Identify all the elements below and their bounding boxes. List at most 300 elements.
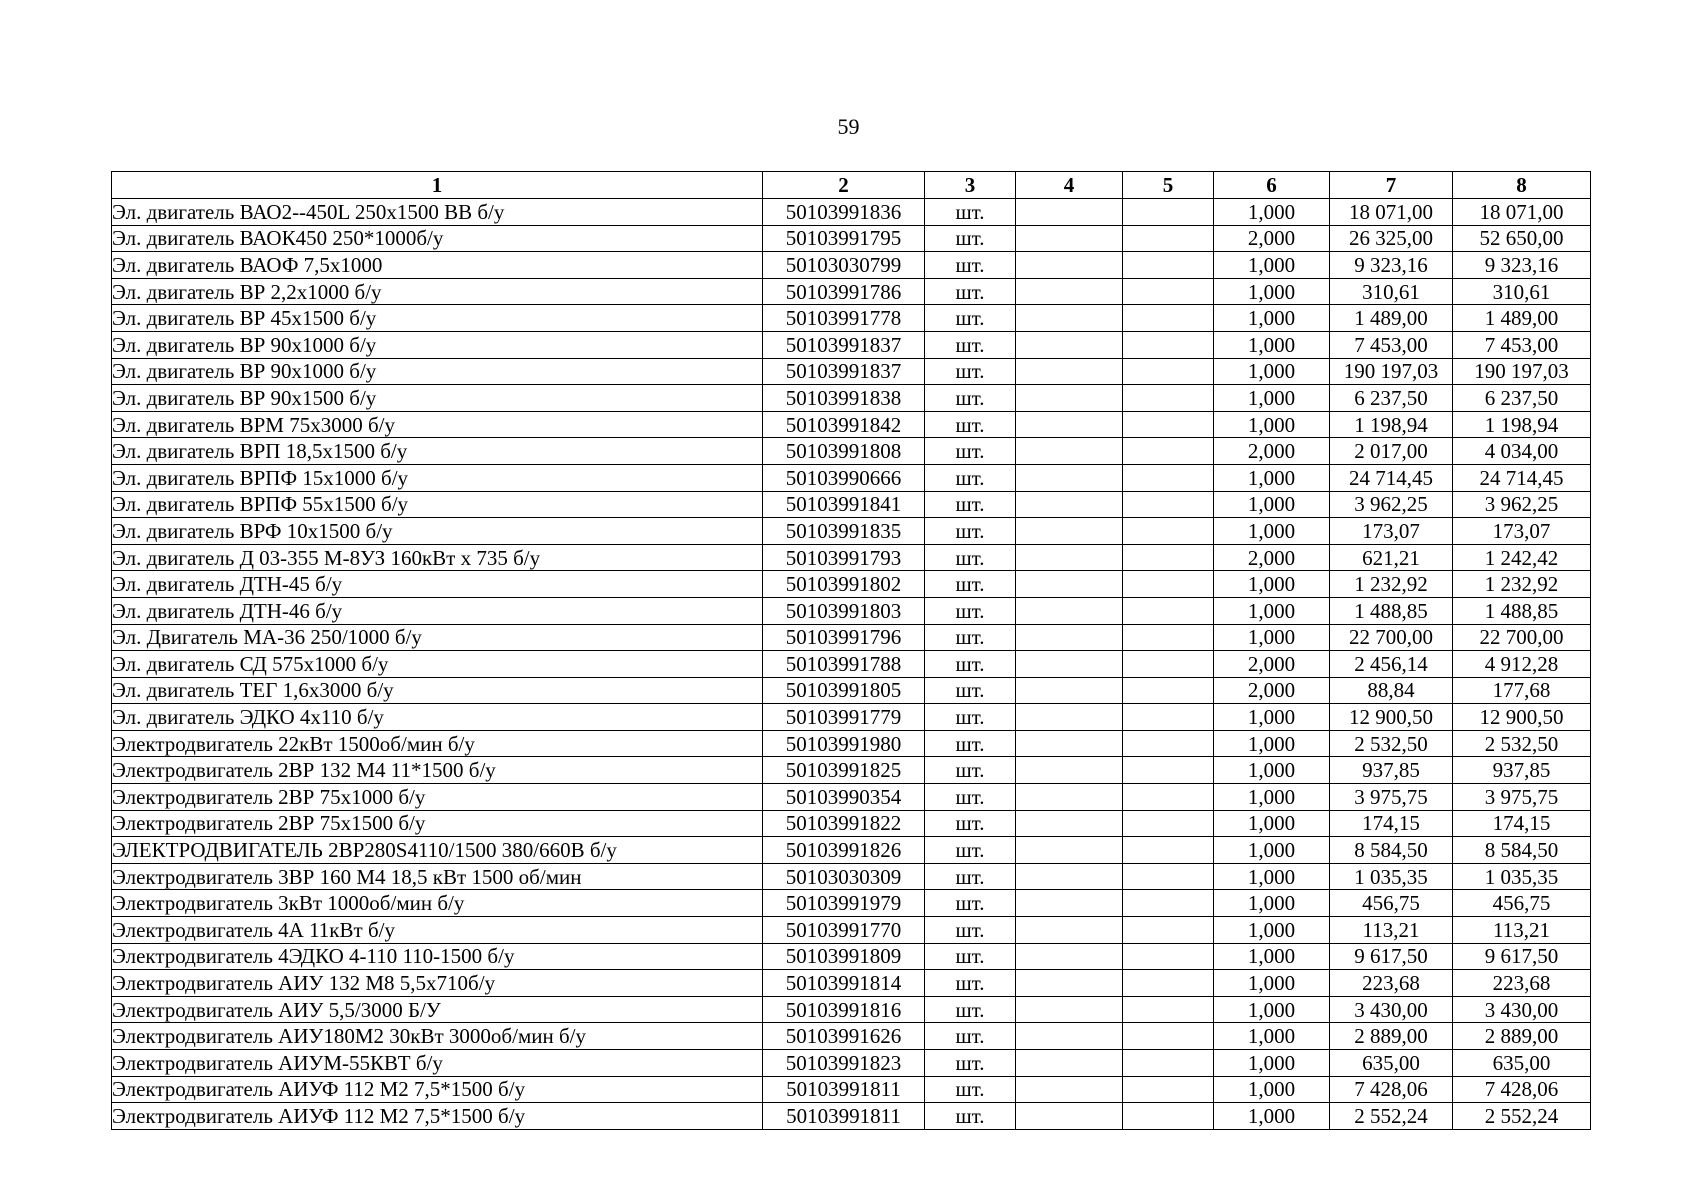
item-price: 635,00 xyxy=(1330,1050,1453,1077)
item-price: 22 700,00 xyxy=(1330,624,1453,651)
item-col5 xyxy=(1123,1023,1214,1050)
item-name: Эл. Двигатель МА-36 250/1000 б/у xyxy=(112,624,763,651)
table-row xyxy=(112,518,1591,545)
item-unit: шт. xyxy=(925,1103,1016,1130)
item-code: 50103991811 xyxy=(763,1076,925,1103)
item-col4 xyxy=(1016,571,1123,598)
item-quantity: 1,000 xyxy=(1214,730,1330,757)
item-col4 xyxy=(1016,784,1123,811)
item-col5 xyxy=(1123,331,1214,358)
item-quantity: 1,000 xyxy=(1214,411,1330,438)
item-price: 190 197,03 xyxy=(1330,358,1453,385)
item-col4 xyxy=(1016,651,1123,678)
item-unit: шт. xyxy=(925,677,1016,704)
item-sum: 7 428,06 xyxy=(1453,1076,1591,1103)
table-row xyxy=(112,331,1591,358)
table-row xyxy=(112,943,1591,970)
item-quantity: 1,000 xyxy=(1214,863,1330,890)
table-row xyxy=(112,225,1591,252)
item-quantity: 1,000 xyxy=(1214,970,1330,997)
item-sum: 174,15 xyxy=(1453,810,1591,837)
item-col4 xyxy=(1016,358,1123,385)
item-unit: шт. xyxy=(925,438,1016,465)
item-name: Эл. двигатель ВАОФ 7,5х1000 xyxy=(112,252,763,279)
item-name: Электродвигатель 4ЭДКО 4-110 110-1500 б/у xyxy=(112,943,763,970)
item-col5 xyxy=(1123,411,1214,438)
table-row xyxy=(112,837,1591,864)
column-header-1: 1 xyxy=(112,172,763,199)
table-row xyxy=(112,730,1591,757)
item-unit: шт. xyxy=(925,411,1016,438)
item-col4 xyxy=(1016,305,1123,332)
item-col5 xyxy=(1123,225,1214,252)
item-unit: шт. xyxy=(925,943,1016,970)
item-col4 xyxy=(1016,252,1123,279)
item-code: 50103991826 xyxy=(763,837,925,864)
item-quantity: 1,000 xyxy=(1214,810,1330,837)
item-name: Электродвигатель 22кВт 1500об/мин б/у xyxy=(112,730,763,757)
item-name: Электродвигатель АИУ 132 М8 5,5х710б/у xyxy=(112,970,763,997)
item-col4 xyxy=(1016,597,1123,624)
table-row xyxy=(112,438,1591,465)
item-sum: 1 198,94 xyxy=(1453,411,1591,438)
item-price: 3 975,75 xyxy=(1330,784,1453,811)
item-name: Эл. двигатель СД 575х1000 б/у xyxy=(112,651,763,678)
table-row xyxy=(112,358,1591,385)
item-code: 50103991770 xyxy=(763,917,925,944)
item-name: Эл. двигатель ВРФ 10х1500 б/у xyxy=(112,518,763,545)
item-unit: шт. xyxy=(925,624,1016,651)
item-price: 2 017,00 xyxy=(1330,438,1453,465)
item-col4 xyxy=(1016,810,1123,837)
item-code: 50103991808 xyxy=(763,438,925,465)
item-name: Электродвигатель 3кВт 1000об/мин б/у xyxy=(112,890,763,917)
item-col5 xyxy=(1123,970,1214,997)
item-code: 50103991822 xyxy=(763,810,925,837)
item-price: 6 237,50 xyxy=(1330,385,1453,412)
item-unit: шт. xyxy=(925,464,1016,491)
item-sum: 2 889,00 xyxy=(1453,1023,1591,1050)
item-col4 xyxy=(1016,411,1123,438)
item-col5 xyxy=(1123,943,1214,970)
item-price: 2 532,50 xyxy=(1330,730,1453,757)
item-unit: шт. xyxy=(925,996,1016,1023)
item-price: 2 552,24 xyxy=(1330,1103,1453,1130)
item-sum: 4 912,28 xyxy=(1453,651,1591,678)
table-row xyxy=(112,1076,1591,1103)
item-col5 xyxy=(1123,890,1214,917)
table-row xyxy=(112,970,1591,997)
table-row xyxy=(112,677,1591,704)
item-sum: 1 242,42 xyxy=(1453,544,1591,571)
item-name: Электродвигатель 4А 11кВт б/у xyxy=(112,917,763,944)
table-row xyxy=(112,1103,1591,1130)
item-code: 50103991825 xyxy=(763,757,925,784)
column-header-8: 8 xyxy=(1453,172,1591,199)
item-quantity: 1,000 xyxy=(1214,358,1330,385)
item-col5 xyxy=(1123,810,1214,837)
item-sum: 9 323,16 xyxy=(1453,252,1591,279)
item-col5 xyxy=(1123,358,1214,385)
item-price: 3 430,00 xyxy=(1330,996,1453,1023)
item-col5 xyxy=(1123,438,1214,465)
item-quantity: 1,000 xyxy=(1214,784,1330,811)
item-sum: 6 237,50 xyxy=(1453,385,1591,412)
item-quantity: 1,000 xyxy=(1214,943,1330,970)
item-col4 xyxy=(1016,1076,1123,1103)
table-row xyxy=(112,863,1591,890)
table-row xyxy=(112,624,1591,651)
item-name: Электродвигатель АИУФ 112 М2 7,5*1500 б/у xyxy=(112,1076,763,1103)
table-row xyxy=(112,757,1591,784)
table-row xyxy=(112,597,1591,624)
item-code: 50103991836 xyxy=(763,199,925,226)
item-col4 xyxy=(1016,199,1123,226)
item-code: 50103991795 xyxy=(763,225,925,252)
item-unit: шт. xyxy=(925,225,1016,252)
item-name: Эл. двигатель ВР 90х1000 б/у xyxy=(112,358,763,385)
item-unit: шт. xyxy=(925,651,1016,678)
item-price: 1 488,85 xyxy=(1330,597,1453,624)
item-price: 2 456,14 xyxy=(1330,651,1453,678)
item-name: Эл. двигатель ВАОК450 250*1000б/у xyxy=(112,225,763,252)
item-quantity: 1,000 xyxy=(1214,624,1330,651)
table-row xyxy=(112,411,1591,438)
item-col4 xyxy=(1016,518,1123,545)
header-row xyxy=(112,172,1591,199)
item-sum: 22 700,00 xyxy=(1453,624,1591,651)
item-name: Электродвигатель АИУ 5,5/3000 Б/У xyxy=(112,996,763,1023)
item-quantity: 1,000 xyxy=(1214,331,1330,358)
item-col4 xyxy=(1016,704,1123,731)
item-quantity: 1,000 xyxy=(1214,385,1330,412)
item-code: 50103991814 xyxy=(763,970,925,997)
item-code: 50103991842 xyxy=(763,411,925,438)
item-name: ЭЛЕКТРОДВИГАТЕЛЬ 2ВР280S4110/1500 380/660В б/у xyxy=(112,837,763,864)
item-sum: 937,85 xyxy=(1453,757,1591,784)
item-unit: шт. xyxy=(925,917,1016,944)
item-col4 xyxy=(1016,1023,1123,1050)
item-code: 50103991779 xyxy=(763,704,925,731)
item-price: 173,07 xyxy=(1330,518,1453,545)
page-number: 59 xyxy=(837,114,860,139)
column-header-5: 5 xyxy=(1123,172,1214,199)
item-quantity: 1,000 xyxy=(1214,1023,1330,1050)
item-name: Электродвигатель 2ВР 75х1500 б/у xyxy=(112,810,763,837)
item-code: 50103991803 xyxy=(763,597,925,624)
item-col5 xyxy=(1123,278,1214,305)
item-unit: шт. xyxy=(925,491,1016,518)
column-header-6: 6 xyxy=(1214,172,1330,199)
item-name: Эл. двигатель ВР 90х1000 б/у xyxy=(112,331,763,358)
item-col4 xyxy=(1016,837,1123,864)
item-price: 8 584,50 xyxy=(1330,837,1453,864)
item-price: 12 900,50 xyxy=(1330,704,1453,731)
item-code: 50103991816 xyxy=(763,996,925,1023)
item-col5 xyxy=(1123,1050,1214,1077)
table-body xyxy=(112,199,1591,1130)
item-sum: 635,00 xyxy=(1453,1050,1591,1077)
item-code: 50103991626 xyxy=(763,1023,925,1050)
item-col4 xyxy=(1016,917,1123,944)
item-sum: 113,21 xyxy=(1453,917,1591,944)
item-col4 xyxy=(1016,225,1123,252)
item-sum: 52 650,00 xyxy=(1453,225,1591,252)
item-price: 937,85 xyxy=(1330,757,1453,784)
item-quantity: 1,000 xyxy=(1214,1076,1330,1103)
item-quantity: 1,000 xyxy=(1214,757,1330,784)
table-row xyxy=(112,917,1591,944)
item-price: 456,75 xyxy=(1330,890,1453,917)
item-unit: шт. xyxy=(925,1076,1016,1103)
table-row xyxy=(112,810,1591,837)
item-unit: шт. xyxy=(925,704,1016,731)
item-unit: шт. xyxy=(925,890,1016,917)
item-col4 xyxy=(1016,996,1123,1023)
item-quantity: 1,000 xyxy=(1214,305,1330,332)
item-sum: 3 430,00 xyxy=(1453,996,1591,1023)
item-quantity: 1,000 xyxy=(1214,518,1330,545)
item-name: Электродвигатель 2ВР 75х1000 б/у xyxy=(112,784,763,811)
item-unit: шт. xyxy=(925,544,1016,571)
item-sum: 4 034,00 xyxy=(1453,438,1591,465)
item-price: 1 035,35 xyxy=(1330,863,1453,890)
item-unit: шт. xyxy=(925,571,1016,598)
item-name: Эл. двигатель ВАО2--450L 250х1500 ВВ б/у xyxy=(112,199,763,226)
item-sum: 1 489,00 xyxy=(1453,305,1591,332)
column-header-4: 4 xyxy=(1016,172,1123,199)
item-col4 xyxy=(1016,863,1123,890)
inventory-table xyxy=(111,171,1591,1130)
item-sum: 190 197,03 xyxy=(1453,358,1591,385)
item-code: 50103991802 xyxy=(763,571,925,598)
item-quantity: 1,000 xyxy=(1214,1050,1330,1077)
item-name: Электродвигатель АИУФ 112 М2 7,5*1500 б/у xyxy=(112,1103,763,1130)
item-col5 xyxy=(1123,1103,1214,1130)
item-col5 xyxy=(1123,252,1214,279)
item-sum: 3 962,25 xyxy=(1453,491,1591,518)
item-name: Эл. двигатель ВРПФ 55х1500 б/у xyxy=(112,491,763,518)
item-price: 223,68 xyxy=(1330,970,1453,997)
item-code: 50103991837 xyxy=(763,331,925,358)
item-code: 50103030309 xyxy=(763,863,925,890)
item-price: 1 232,92 xyxy=(1330,571,1453,598)
table-row xyxy=(112,464,1591,491)
item-quantity: 2,000 xyxy=(1214,544,1330,571)
item-sum: 173,07 xyxy=(1453,518,1591,545)
item-col4 xyxy=(1016,1050,1123,1077)
item-code: 50103990354 xyxy=(763,784,925,811)
table-row xyxy=(112,651,1591,678)
table-row xyxy=(112,199,1591,226)
item-unit: шт. xyxy=(925,252,1016,279)
item-col4 xyxy=(1016,677,1123,704)
table-row xyxy=(112,996,1591,1023)
item-price: 174,15 xyxy=(1330,810,1453,837)
item-price: 18 071,00 xyxy=(1330,199,1453,226)
table-row xyxy=(112,278,1591,305)
item-price: 2 889,00 xyxy=(1330,1023,1453,1050)
table-row xyxy=(112,704,1591,731)
item-quantity: 1,000 xyxy=(1214,837,1330,864)
item-price: 113,21 xyxy=(1330,917,1453,944)
item-name: Эл. двигатель ВР 90х1500 б/у xyxy=(112,385,763,412)
item-code: 50103991793 xyxy=(763,544,925,571)
item-name: Электродвигатель АИУМ-55КВТ б/у xyxy=(112,1050,763,1077)
item-code: 50103991837 xyxy=(763,358,925,385)
item-name: Электродвигатель АИУ180М2 30кВт 3000об/мин б/у xyxy=(112,1023,763,1050)
item-quantity: 1,000 xyxy=(1214,890,1330,917)
item-unit: шт. xyxy=(925,358,1016,385)
item-col5 xyxy=(1123,597,1214,624)
item-price: 310,61 xyxy=(1330,278,1453,305)
item-unit: шт. xyxy=(925,837,1016,864)
item-col5 xyxy=(1123,784,1214,811)
table-row xyxy=(112,784,1591,811)
item-code: 50103991796 xyxy=(763,624,925,651)
item-quantity: 2,000 xyxy=(1214,438,1330,465)
item-sum: 3 975,75 xyxy=(1453,784,1591,811)
item-unit: шт. xyxy=(925,1050,1016,1077)
item-col4 xyxy=(1016,730,1123,757)
item-col5 xyxy=(1123,730,1214,757)
item-unit: шт. xyxy=(925,597,1016,624)
item-price: 1 198,94 xyxy=(1330,411,1453,438)
item-name: Эл. двигатель ТЕГ 1,6х3000 б/у xyxy=(112,677,763,704)
item-price: 7 428,06 xyxy=(1330,1076,1453,1103)
item-sum: 1 232,92 xyxy=(1453,571,1591,598)
item-sum: 456,75 xyxy=(1453,890,1591,917)
item-col4 xyxy=(1016,624,1123,651)
item-unit: шт. xyxy=(925,1023,1016,1050)
table-row xyxy=(112,544,1591,571)
item-col5 xyxy=(1123,305,1214,332)
item-unit: шт. xyxy=(925,305,1016,332)
item-price: 24 714,45 xyxy=(1330,464,1453,491)
table-row xyxy=(112,1023,1591,1050)
item-name: Эл. двигатель ВР 2,2х1000 б/у xyxy=(112,278,763,305)
item-col4 xyxy=(1016,943,1123,970)
item-unit: шт. xyxy=(925,518,1016,545)
table-row xyxy=(112,571,1591,598)
item-price: 26 325,00 xyxy=(1330,225,1453,252)
item-col5 xyxy=(1123,571,1214,598)
item-quantity: 1,000 xyxy=(1214,464,1330,491)
item-code: 50103991835 xyxy=(763,518,925,545)
item-sum: 9 617,50 xyxy=(1453,943,1591,970)
item-code: 50103030799 xyxy=(763,252,925,279)
item-sum: 1 488,85 xyxy=(1453,597,1591,624)
item-unit: шт. xyxy=(925,863,1016,890)
item-name: Эл. двигатель ВРПФ 15х1000 б/у xyxy=(112,464,763,491)
item-code: 50103991788 xyxy=(763,651,925,678)
item-code: 50103991823 xyxy=(763,1050,925,1077)
item-sum: 1 035,35 xyxy=(1453,863,1591,890)
item-unit: шт. xyxy=(925,757,1016,784)
item-quantity: 1,000 xyxy=(1214,252,1330,279)
item-col5 xyxy=(1123,385,1214,412)
item-quantity: 2,000 xyxy=(1214,677,1330,704)
table-row xyxy=(112,252,1591,279)
item-code: 50103991778 xyxy=(763,305,925,332)
item-code: 50103991838 xyxy=(763,385,925,412)
item-name: Эл. двигатель ВРМ 75х3000 б/у xyxy=(112,411,763,438)
item-col5 xyxy=(1123,1076,1214,1103)
item-unit: шт. xyxy=(925,784,1016,811)
item-col4 xyxy=(1016,385,1123,412)
table-row xyxy=(112,305,1591,332)
item-col5 xyxy=(1123,624,1214,651)
table-row xyxy=(112,491,1591,518)
item-unit: шт. xyxy=(925,970,1016,997)
item-quantity: 1,000 xyxy=(1214,597,1330,624)
column-header-2: 2 xyxy=(763,172,925,199)
item-name: Эл. двигатель ВР 45х1500 б/у xyxy=(112,305,763,332)
column-header-7: 7 xyxy=(1330,172,1453,199)
item-col5 xyxy=(1123,199,1214,226)
item-col4 xyxy=(1016,331,1123,358)
item-price: 621,21 xyxy=(1330,544,1453,571)
item-quantity: 1,000 xyxy=(1214,917,1330,944)
item-col5 xyxy=(1123,837,1214,864)
item-col4 xyxy=(1016,438,1123,465)
item-name: Эл. двигатель ДТН-46 б/у xyxy=(112,597,763,624)
table-row xyxy=(112,890,1591,917)
item-col5 xyxy=(1123,917,1214,944)
item-code: 50103990666 xyxy=(763,464,925,491)
item-name: Эл. двигатель ЭДКО 4х110 б/у xyxy=(112,704,763,731)
item-name: Эл. двигатель ДТН-45 б/у xyxy=(112,571,763,598)
item-price: 88,84 xyxy=(1330,677,1453,704)
item-col4 xyxy=(1016,1103,1123,1130)
item-name: Эл. двигатель Д 03-355 М-8УЗ 160кВт х 735 б/у xyxy=(112,544,763,571)
item-price: 9 323,16 xyxy=(1330,252,1453,279)
item-sum: 12 900,50 xyxy=(1453,704,1591,731)
item-col5 xyxy=(1123,863,1214,890)
item-unit: шт. xyxy=(925,810,1016,837)
item-code: 50103991841 xyxy=(763,491,925,518)
item-quantity: 1,000 xyxy=(1214,571,1330,598)
item-col5 xyxy=(1123,651,1214,678)
table-row xyxy=(112,385,1591,412)
column-header-3: 3 xyxy=(925,172,1016,199)
item-name: Эл. двигатель ВРП 18,5х1500 б/у xyxy=(112,438,763,465)
item-col4 xyxy=(1016,544,1123,571)
item-price: 9 617,50 xyxy=(1330,943,1453,970)
item-unit: шт. xyxy=(925,385,1016,412)
item-col4 xyxy=(1016,278,1123,305)
item-sum: 177,68 xyxy=(1453,677,1591,704)
item-unit: шт. xyxy=(925,278,1016,305)
item-code: 50103991980 xyxy=(763,730,925,757)
item-col4 xyxy=(1016,890,1123,917)
item-name: Электродвигатель 3ВР 160 М4 18,5 кВт 1500 об/мин xyxy=(112,863,763,890)
item-col5 xyxy=(1123,491,1214,518)
item-quantity: 2,000 xyxy=(1214,225,1330,252)
table-row xyxy=(112,1050,1591,1077)
item-sum: 310,61 xyxy=(1453,278,1591,305)
item-col5 xyxy=(1123,704,1214,731)
item-sum: 2 552,24 xyxy=(1453,1103,1591,1130)
item-quantity: 1,000 xyxy=(1214,1103,1330,1130)
item-code: 50103991805 xyxy=(763,677,925,704)
item-col5 xyxy=(1123,518,1214,545)
item-col5 xyxy=(1123,544,1214,571)
item-quantity: 1,000 xyxy=(1214,278,1330,305)
item-price: 1 489,00 xyxy=(1330,305,1453,332)
item-col5 xyxy=(1123,464,1214,491)
item-unit: шт. xyxy=(925,199,1016,226)
